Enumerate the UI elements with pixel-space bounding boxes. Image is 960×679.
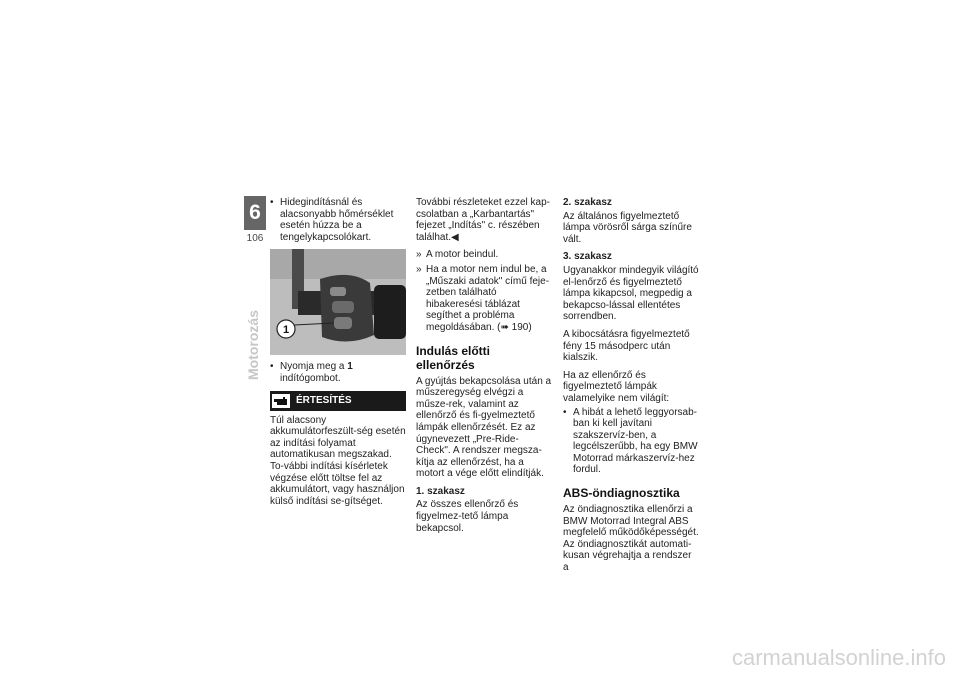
pre-ride-paragraph: A gyújtás bekapcsolása után a műszeregység elvégzi a műsze-rek, valamint az ellenőrző és fi-gyelmeztető lámpák ellenőrzését. Ez az úgynevezett „Pre-Ride-Check". A rendszer megsza-kítja az ellenőrzést, ha a motort a vége előtt elindítják. <box>416 375 552 480</box>
notice-text: Túl alacsony akkumulátorfeszült-ség esetén az indítási folyamat automatikusan megszakad. To-vábbi indítási kísérletek végzése előtt töltse fel az akkumulátort, vagy használjon külső indítási se-gítséget. <box>270 414 406 507</box>
bullet-start-post: indítógombot. <box>280 372 341 384</box>
step-1-text: Az összes ellenőrző és figyelmez-tető lámpa bekapcsol. <box>416 499 519 534</box>
emission-light-paragraph: A kibocsátásra figyelmeztető fény 15 másodperc után kialszik. <box>563 328 690 364</box>
column-1 <box>270 197 406 513</box>
bullet-start-pre: Nyomja meg a <box>280 361 348 373</box>
bullet-clutch: • Hidegindításnál és alacsonyabb hőmérséklet esetén húzza be a tengelykapcsolókart. <box>270 197 406 243</box>
hand-pointer-icon <box>272 394 290 408</box>
photo-callout-number: 1 <box>282 324 290 337</box>
lamp-failure-paragraph: Ha az ellenőrző és figyelmeztető lámpák valamelyike nem világít: <box>563 369 670 404</box>
result-engine-fails: » Ha a motor nem indul be, a „Műszaki adatok" című feje-zetben található hibakeresési táblázat segíthet a probléma megoldásában. (➠ 190) <box>416 264 552 334</box>
chapter-label: Motorozás <box>245 310 261 380</box>
column-2 <box>416 197 552 540</box>
bullet-repair: • A hibát a lehető leggyorsab-ban ki kell javítani szakszervíz-ben, a legcélszerűbb, ha egy BMW Motorrad márkaszervíz-hez fordul. <box>563 407 699 477</box>
notice-banner <box>270 391 406 411</box>
handlebar-switch-photo <box>270 249 406 355</box>
page-number: 106 <box>246 233 264 244</box>
result-engine-starts: » A motor beindul. <box>416 249 552 261</box>
step-1-title: 1. szakasz <box>416 485 465 497</box>
maintenance-reference: További részleteket ezzel kap-csolatban a „Karbantartás" fejezet „Indítás" c. részében találhat.◀ <box>416 197 550 243</box>
step-2-title: 2. szakasz <box>563 197 612 208</box>
section-heading-pre-ride: Indulás előtti ellenőrzés <box>416 343 491 372</box>
column-3 <box>563 197 699 580</box>
notice-title: ÉRTESÍTÉS <box>296 394 352 406</box>
abs-paragraph: Az öndiagnosztika ellenőrzi a BMW Motorrad Integral ABS megfelelő működőképességét. Az öndiagnosztikát automati-kusan végrehajtja a rendszer a <box>563 504 699 574</box>
start-button-ref: 1 <box>347 361 353 373</box>
section-heading-abs: ABS-öndiagnosztika <box>563 486 680 501</box>
bullet-start-button <box>270 361 406 384</box>
step-3-title: 3. szakasz <box>563 251 612 263</box>
step-3-text: Ugyanakkor mindegyik világító el-lenőrző és figyelmeztető lámpa kikapcsol, megpedig a bekapcso-lással ellentétes sorrendben. <box>563 264 699 323</box>
chapter-tab <box>244 196 266 244</box>
step-2-text: Az általános figyelmeztető lámpa vörösről sárga színűre vált. <box>563 210 692 245</box>
chapter-number: 6 <box>244 196 266 230</box>
watermark: carmanualsonline.info <box>731 645 946 670</box>
